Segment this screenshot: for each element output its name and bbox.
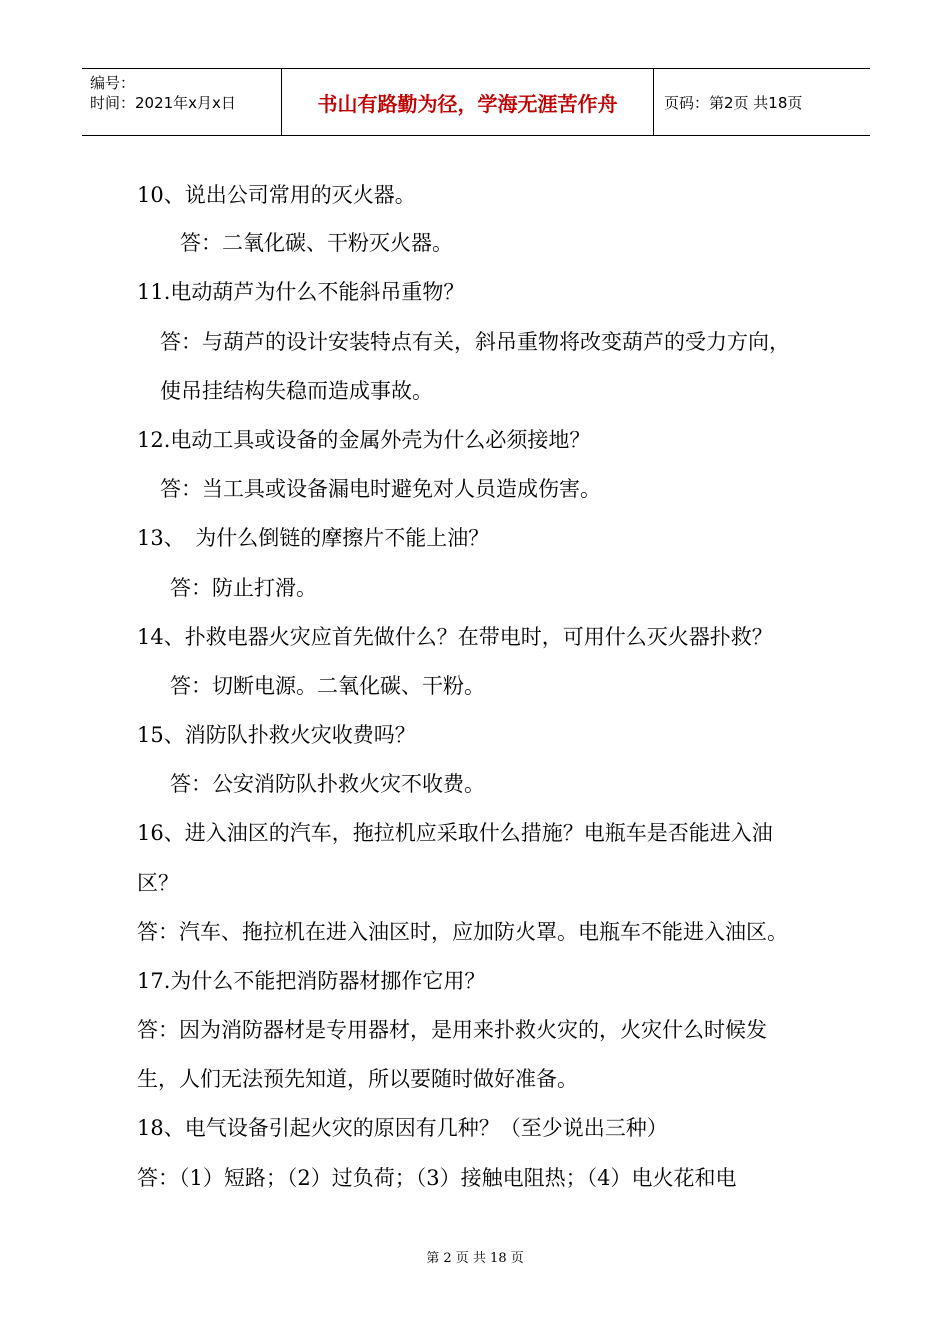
answer-17-line-1: 答：因为消防器材是专用器材，是用来扑救火灾的，火灾什么时候发 [137,1018,767,1042]
page-footer: 第 2 页 共 18 页 [426,1251,524,1266]
answer-12: 答：当工具或设备漏电时避免对人员造成伤害。 [160,477,601,501]
answer-17-line-2: 生，人们无法预先知道，所以要随时做好准备。 [137,1067,578,1091]
question-14: 14、扑救电器火灾应首先做什么？在带电时，可用什么灭火器扑救？ [137,625,773,649]
answer-11-line-2: 使吊挂结构失稳而造成事故。 [160,379,433,403]
header-motto: 书山有路勤为径，学海无涯苦作舟 [282,69,654,135]
question-16-line-2: 区？ [137,871,179,895]
question-13: 13、 为什么倒链的摩擦片不能上油？ [137,526,490,550]
header-page-info: 页码：第2页 共18页 [664,93,803,112]
question-17: 17.为什么不能把消防器材挪作它用？ [137,969,486,993]
answer-14: 答：切断电源。二氧化碳、干粉。 [170,674,485,698]
page-header [82,68,870,136]
question-15: 15、消防队扑救火灾收费吗？ [137,723,416,747]
question-18: 18、电气设备引起火灾的原因有几种？（至少说出三种） [137,1116,668,1140]
answer-16: 答：汽车、拖拉机在进入油区时，应加防火罩。电瓶车不能进入油区。 [137,920,788,944]
question-10: 10、说出公司常用的灭火器。 [137,183,416,207]
answer-10: 答：二氧化碳、干粉灭火器。 [180,231,453,255]
answer-13: 答：防止打滑。 [170,576,317,600]
answer-15: 答：公安消防队扑救火灾不收费。 [170,772,485,796]
answer-18: 答：（1）短路；（2）过负荷；（3）接触电阻热；（4）电火花和电 [137,1166,737,1190]
answer-11-line-1: 答：与葫芦的设计安装特点有关，斜吊重物将改变葫芦的受力方向， [160,330,790,354]
question-16-line-1: 16、进入油区的汽车，拖拉机应采取什么措施？电瓶车是否能进入油 [137,821,773,845]
time-label: 时间：2021年x月x日 [90,94,236,112]
header-left-cell [82,69,282,135]
question-12: 12.电动工具或设备的金属外壳为什么必须接地？ [137,428,591,452]
number-label: 编号： [90,74,136,92]
question-11: 11.电动葫芦为什么不能斜吊重物？ [137,280,465,304]
